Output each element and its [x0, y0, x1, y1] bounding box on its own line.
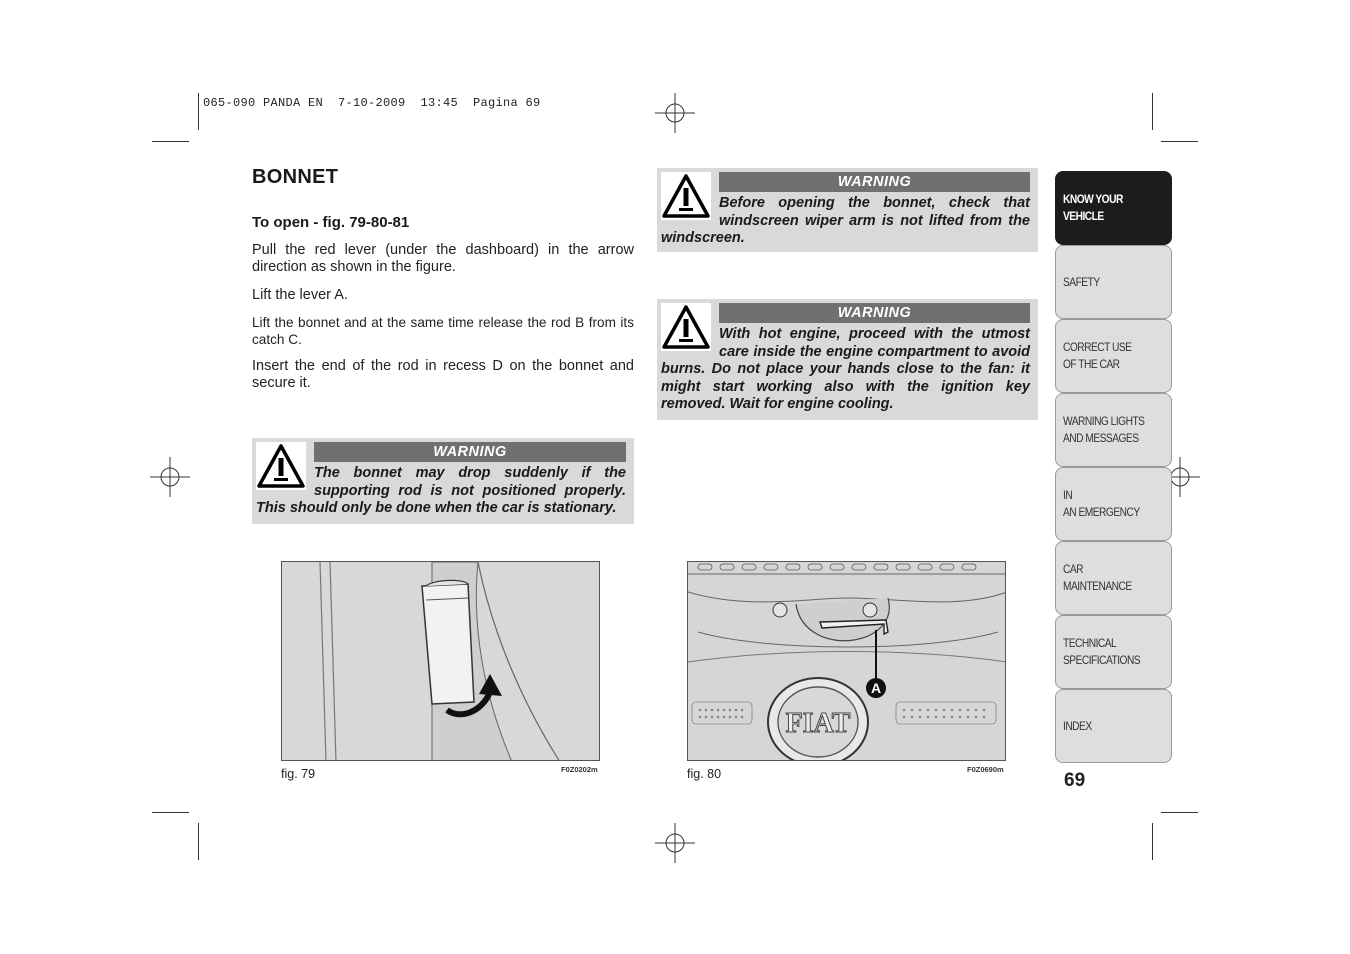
figure-80-image: [687, 561, 1006, 761]
section-subtitle: To open - fig. 79-80-81: [252, 214, 410, 231]
paragraph: Insert the end of the rod in recess D on the bonnet and secure it.: [252, 358, 634, 391]
fiat-logo-text: FIAT: [785, 708, 851, 739]
callout-label: A: [870, 680, 882, 696]
crop-mark: [1152, 93, 1153, 130]
registration-mark: [655, 823, 695, 863]
print-slug: 065-090 PANDA EN 7-10-2009 13:45 Pagina 69: [203, 96, 541, 110]
paragraph: Lift the lever A.: [252, 287, 348, 303]
figure-code: F0Z0690m: [967, 765, 1004, 774]
sidebar-tab-maintenance[interactable]: [1055, 541, 1172, 615]
page-number: 69: [1064, 770, 1086, 791]
sidebar-tab-technical-specs[interactable]: [1055, 615, 1172, 689]
crop-mark: [198, 823, 199, 860]
sidebar-tab-label: IN AN EMERGENCY: [1063, 488, 1140, 519]
sidebar-tab-label: INDEX: [1063, 718, 1092, 733]
crop-mark: [198, 93, 199, 130]
bonnet-release-lever-illustration: [282, 562, 600, 761]
bonnet-catch-illustration: [688, 562, 1006, 761]
figure-code: F0Z0202m: [561, 765, 598, 774]
sidebar-tab-correct-use[interactable]: [1055, 319, 1172, 393]
sidebar-tab-label: KNOW YOUR VEHICLE: [1063, 192, 1123, 223]
figure-79-image: [281, 561, 600, 761]
registration-mark: [655, 93, 695, 133]
figure-caption: fig. 80: [687, 767, 722, 781]
sidebar-tab-label: CAR MAINTENANCE: [1063, 562, 1132, 593]
paragraph: Lift the bonnet and at the same time release the rod B from its catch C.: [252, 315, 634, 347]
warning-title: WARNING: [314, 442, 626, 462]
warning-text: Before opening the bonnet, check that windscreen wiper arm is not lifted from the windscreen.: [661, 195, 1030, 246]
crop-mark: [1161, 812, 1198, 813]
sidebar-tab-index[interactable]: [1055, 689, 1172, 763]
sidebar-tab-label: TECHNICAL SPECIFICATIONS: [1063, 636, 1141, 667]
warning-text: With hot engine, proceed with the utmost care inside the engine compartment to avoid burns. Do not place your hands close to the fan: it might start working also with the ignition key removed. Wait for engine cooling.: [661, 326, 1030, 412]
sidebar-tab-label: SAFETY: [1063, 274, 1100, 289]
warning-box: [252, 438, 634, 524]
callout-a: [866, 678, 886, 698]
paragraph: Pull the red lever (under the dashboard) in the arrow direction as shown in the figure.: [252, 242, 634, 275]
crop-mark: [152, 141, 189, 142]
warning-box: [657, 299, 1038, 420]
crop-mark: [1161, 141, 1198, 142]
registration-mark: [150, 457, 190, 497]
sidebar-tab-warning-lights[interactable]: [1055, 393, 1172, 467]
sidebar-tab-know-your-vehicle[interactable]: [1055, 171, 1172, 245]
figure-caption: fig. 79: [281, 767, 316, 781]
crop-mark: [1152, 823, 1153, 860]
sidebar-tab-safety[interactable]: [1055, 245, 1172, 319]
sidebar-tab-label: CORRECT USE OF THE CAR: [1063, 340, 1132, 371]
warning-box: [657, 168, 1038, 252]
crop-mark: [152, 812, 189, 813]
warning-title: WARNING: [719, 303, 1030, 323]
section-title: BONNET: [252, 166, 339, 188]
sidebar-tab-label: WARNING LIGHTS AND MESSAGES: [1063, 414, 1145, 445]
warning-text: The bonnet may drop suddenly if the supporting rod is not positioned properly. This should only be done when the car is stationary.: [256, 465, 626, 516]
sidebar-tab-emergency[interactable]: [1055, 467, 1172, 541]
warning-title: WARNING: [719, 172, 1030, 192]
